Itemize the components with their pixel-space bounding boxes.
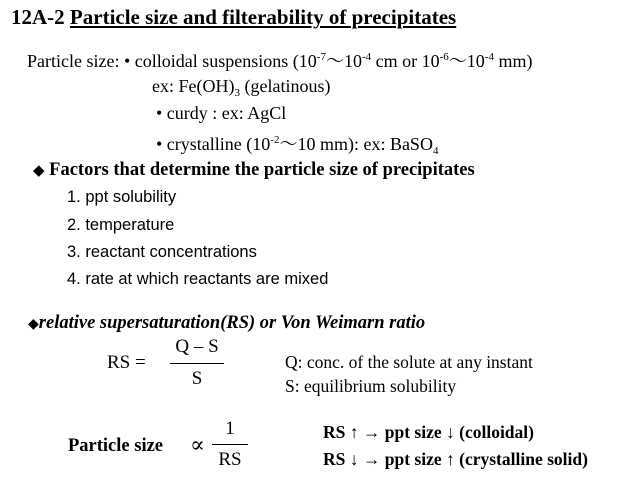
colloidal-text: colloidal suspensions ($10^{-7}\sim 10^{-4}$ cm or $10^{-6}\sim 10^{-4}$ mm) xyxy=(134,51,533,71)
factors-heading xyxy=(33,160,475,181)
rs-heading-text: relative supersaturation(RS) or Von Weimarn ratio xyxy=(38,313,426,333)
rs-denominator: S xyxy=(191,368,203,389)
rs-rule-crystalline: RS ↓ → ppt size ↑ (crystalline solid) xyxy=(323,449,588,469)
rs-def-q: Q: conc. of the solute at any instant xyxy=(285,352,533,372)
bullet-icon: • xyxy=(123,51,131,71)
factor-item: 1. ppt solubility xyxy=(67,188,177,206)
proportion-label: Particle size xyxy=(68,436,164,456)
proportion-numerator: 1 xyxy=(225,418,235,439)
proportion-denominator: RS xyxy=(218,449,242,470)
particle-size-label: Particle size: xyxy=(27,51,120,71)
factor-item: 3. reactant concentrations xyxy=(67,243,257,261)
rs-numerator: Q – S xyxy=(175,336,219,357)
proportional-symbol: ∝ xyxy=(190,432,205,457)
factor-item: 2. temperature xyxy=(67,216,175,234)
diamond-bullet-icon: ◆ xyxy=(28,316,39,332)
curdy-line: • curdy : ex: AgCl xyxy=(156,103,287,123)
factors-heading-text: Factors that determine the particle size of precipitates xyxy=(49,160,475,180)
rs-rule-colloidal: RS ↑ → ppt size ↓ (colloidal) xyxy=(323,422,534,442)
crystalline-line: • crystalline ($10^{-2}\sim 10$ mm): ex: BaSO$_4$ xyxy=(156,134,439,157)
factor-item: 4. rate at which reactants are mixed xyxy=(67,270,329,288)
particle-size-line xyxy=(27,47,532,73)
diamond-bullet-icon: ◆ xyxy=(33,161,45,179)
fraction-bar xyxy=(170,363,224,364)
fraction-bar xyxy=(212,444,248,445)
title-text: Particle size and filterability of precipitates xyxy=(69,5,457,29)
colloidal-example: ex: $Fe(OH)_3$ (gelatinous) xyxy=(152,76,331,99)
page-title xyxy=(11,5,456,30)
rs-heading xyxy=(28,313,425,334)
title-prefix: 12A-2 xyxy=(11,5,65,29)
rs-lhs: RS = xyxy=(107,352,146,373)
rs-def-s: S: equilibrium solubility xyxy=(285,376,457,396)
